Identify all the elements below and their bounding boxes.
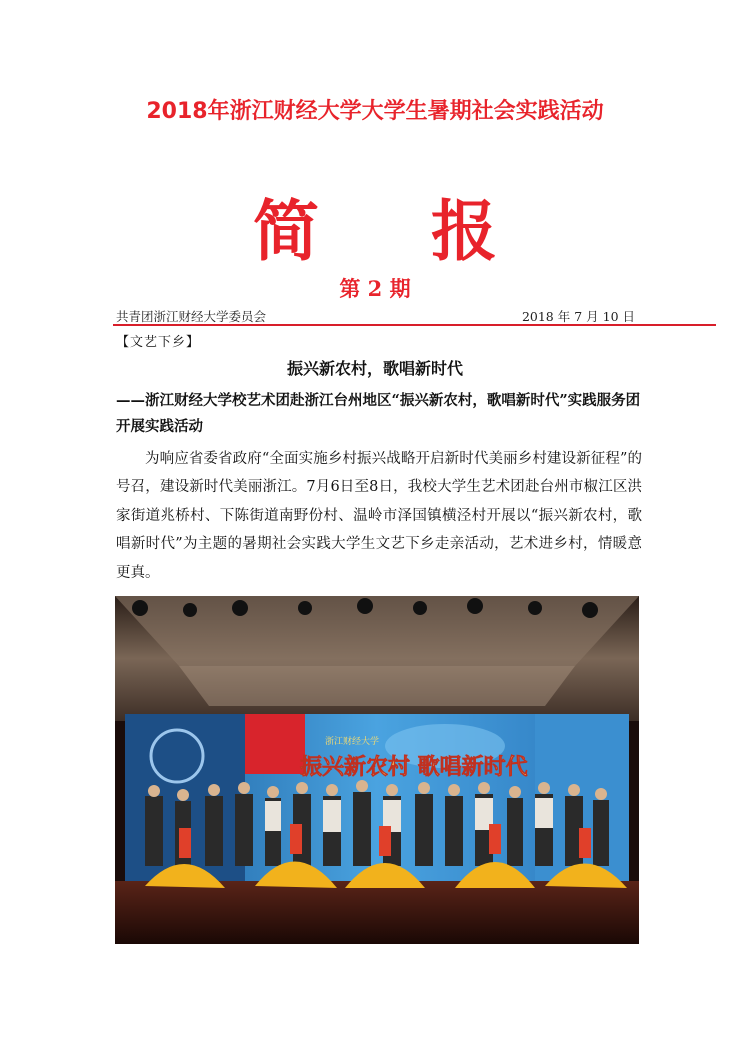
column-tag: 【文艺下乡】 bbox=[116, 335, 201, 350]
article-title: 振兴新农村，歌唱新时代 bbox=[286, 359, 463, 378]
event-photo bbox=[115, 596, 639, 944]
big-title-char-1: 简 bbox=[253, 192, 319, 270]
article-subtitle: ——浙江财经大学校艺术团赴浙江台州地区“振兴新农村，歌唱新时代”实践服务团开展实践活动 bbox=[116, 392, 641, 435]
publish-date: 2018 年 7 月 10 日 bbox=[521, 309, 635, 324]
issue-number: 第 2 期 bbox=[339, 276, 411, 301]
big-title bbox=[0, 178, 750, 273]
big-title-char-2: 报 bbox=[431, 192, 497, 270]
article-body: 为响应省委省政府“全面实施乡村振兴战略开启新时代美丽乡村建设新征程”的号召，建设新时代美丽浙江。7月6日至8日，我校大学生艺术团赴台州市椒江区洪家街道兆桥村、下陈街道南野份村、温岭市泽国镇横泾村开展以“振兴新农村，歌唱新时代”为主题的暑期社会实践大学生文艺下乡走亲活动，艺术进乡村，情暖意更真。 bbox=[116, 451, 642, 581]
publisher: 共青团浙江财经大学委员会 bbox=[116, 309, 267, 324]
red-divider bbox=[113, 324, 716, 326]
meta-row bbox=[116, 307, 635, 325]
banner-text: 振兴新农村 歌唱新时代 bbox=[300, 755, 528, 780]
banner-small: 浙江财经大学 bbox=[325, 737, 380, 747]
header-title: 2018年浙江财经大学大学生暑期社会实践活动 bbox=[146, 99, 604, 124]
